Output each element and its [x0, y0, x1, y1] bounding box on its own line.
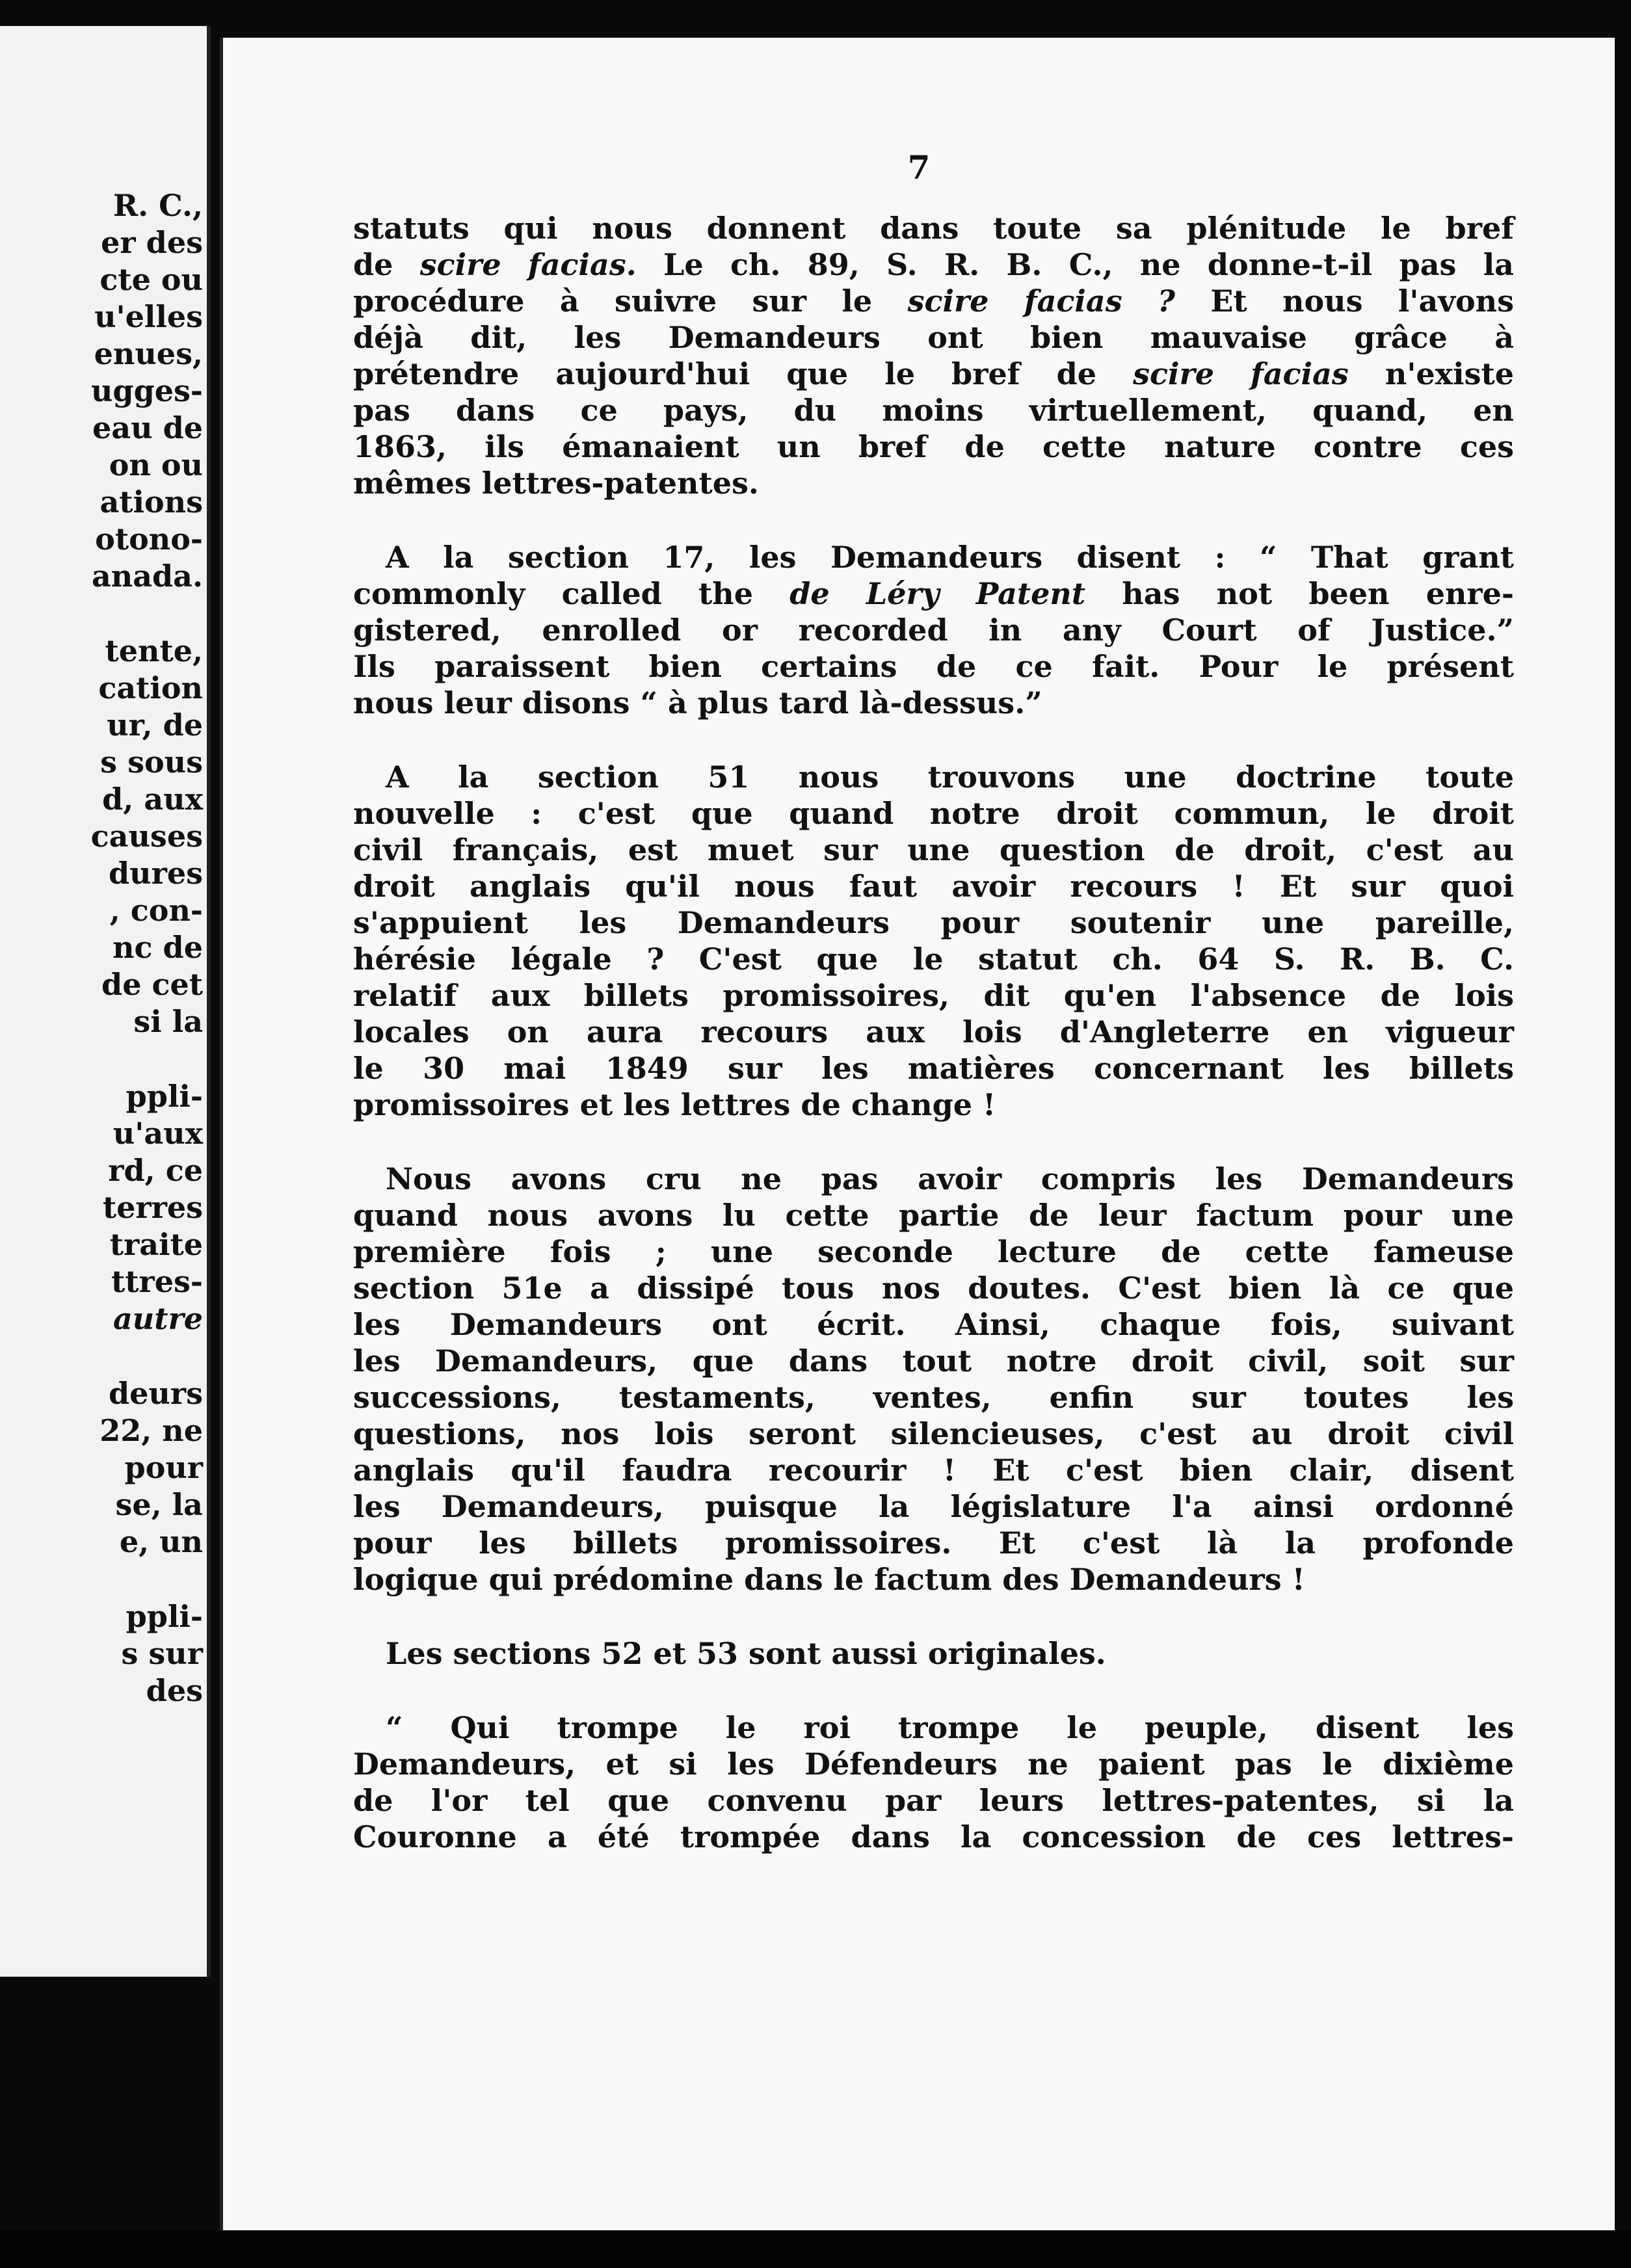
- text-line: A la section 51 nous trouvons une doctrine toute: [386, 759, 1514, 795]
- text-line: les Demandeurs, que dans tout notre droit civil, soit sur: [353, 1343, 1514, 1378]
- text-line: successions, testaments, ventes, enfin sur toutes les: [353, 1380, 1514, 1415]
- facing-page-line: s sous: [100, 745, 203, 780]
- facing-page-line: de cet: [101, 967, 203, 1002]
- page-body: [353, 210, 1514, 1855]
- facing-page-line: , con-: [109, 893, 203, 928]
- facing-page-line: enues,: [94, 336, 203, 371]
- text-line: pas dans ce pays, du moins virtuellement, quand, en: [353, 393, 1514, 428]
- facing-page-line: nc de: [113, 930, 203, 965]
- facing-page-line: on ou: [109, 447, 203, 482]
- text-line: pour les billets promissoires. Et c'est là la profonde: [353, 1525, 1514, 1561]
- text-line: 1863, ils émanaient un bref de cette nature contre ces: [353, 429, 1514, 464]
- text-line: Couronne a été trompée dans la concession de ces lettres-: [353, 1819, 1514, 1854]
- text-line: première fois ; une seconde lecture de cette fameuse: [353, 1234, 1514, 1269]
- paragraph: [353, 1635, 1514, 1672]
- facing-page-line: ations: [99, 484, 203, 520]
- text-line: déjà dit, les Demandeurs ont bien mauvaise grâce à: [353, 320, 1514, 355]
- scan-edge: [0, 2230, 1631, 2268]
- text-line: [353, 356, 1514, 392]
- facing-page-line: tente,: [105, 633, 203, 668]
- paragraph-gap: [353, 721, 1514, 759]
- facing-page-line: ttres-: [111, 1264, 203, 1299]
- text-line: Ils paraissent bien certains de ce fait. Pour le présent: [353, 649, 1514, 684]
- text-line: questions, nos lois seront silencieuses, c'est au droit civil: [353, 1416, 1514, 1451]
- text-line: Demandeurs, et si les Défendeurs ne paient pas le dixième: [353, 1747, 1514, 1782]
- text-line: [353, 246, 1514, 283]
- facing-page-line: terres: [102, 1190, 203, 1225]
- text-line: quand nous avons lu cette partie de leur factum pour une: [353, 1198, 1514, 1233]
- facing-page-line: autre: [113, 1301, 203, 1336]
- facing-page-line: anada.: [91, 559, 203, 594]
- facing-page-line: se, la: [115, 1487, 203, 1522]
- text-line: statuts qui nous donnent dans toute sa plénitude le bref: [353, 211, 1514, 246]
- facing-page-line: des: [146, 1673, 203, 1708]
- text-run: de: [353, 247, 420, 282]
- facing-page-line: cte ou: [99, 262, 203, 297]
- text-run: prétendre aujourd'hui que le bref de: [353, 356, 1134, 391]
- text-run: commonly called the: [353, 576, 790, 611]
- italic-text-run: scire facias: [1133, 356, 1349, 391]
- facing-page-line: causes: [90, 819, 203, 854]
- text-line: logique qui prédomine dans le factum des Demandeurs !: [353, 1562, 1305, 1597]
- text-line: nous leur disons “ à plus tard là-dessus.”: [353, 685, 1042, 720]
- italic-text-run: scire facias ?: [907, 284, 1175, 319]
- facing-page-line: traite: [109, 1227, 203, 1262]
- facing-page-line: ur, de: [107, 707, 203, 743]
- text-line: de l'or tel que convenu par leurs lettres-patentes, si la: [353, 1783, 1514, 1818]
- text-line: Les sections 52 et 53 sont aussi originales.: [386, 1636, 1106, 1671]
- facing-page-line: d, aux: [102, 782, 203, 817]
- facing-page-line: dures: [108, 856, 203, 891]
- paragraph: [353, 1161, 1514, 1598]
- facing-page-line: er des: [101, 225, 203, 260]
- facing-page-line: s sur: [121, 1636, 203, 1671]
- facing-page-line: u'elles: [94, 299, 203, 334]
- text-line: civil français, est muet sur une question de droit, c'est au: [353, 832, 1514, 867]
- text-line: Nous avons cru ne pas avoir compris les Demandeurs: [386, 1161, 1514, 1196]
- text-line: mêmes lettres-patentes.: [353, 466, 759, 501]
- paragraph: [353, 1709, 1514, 1855]
- text-line: promissoires et les lettres de change !: [353, 1087, 996, 1122]
- text-line: le 30 mai 1849 sur les matières concernant les billets: [353, 1051, 1514, 1086]
- text-line: gistered, enrolled or recorded in any Court of Justice.”: [353, 613, 1514, 648]
- facing-page-line: otono-: [95, 521, 203, 557]
- facing-page-line: cation: [98, 670, 203, 705]
- facing-page-line: R. C.,: [113, 188, 203, 223]
- text-line: les Demandeurs, puisque la législature l'a ainsi ordonné: [353, 1489, 1514, 1524]
- facing-page-line: eau de: [92, 410, 203, 445]
- paragraph-gap: [353, 1123, 1514, 1161]
- text-line: droit anglais qu'il nous faut avoir recours ! Et sur quoi: [353, 869, 1514, 904]
- text-line: relatif aux billets promissoires, dit qu'en l'absence de lois: [353, 978, 1514, 1013]
- text-line: hérésie légale ? C'est que le statut ch. 64 S. R. B. C.: [353, 942, 1514, 977]
- page-number: 7: [907, 148, 931, 187]
- facing-page-line: ppli-: [126, 1079, 203, 1114]
- facing-page-line: pour: [124, 1450, 203, 1485]
- facing-page-line: ugges-: [90, 373, 203, 408]
- paragraph-gap: [353, 1672, 1514, 1709]
- facing-page-line: u'aux: [113, 1116, 203, 1151]
- paragraph: [353, 210, 1514, 501]
- text-line: les Demandeurs ont écrit. Ainsi, chaque fois, suivant: [353, 1307, 1514, 1342]
- text-line: [353, 283, 1514, 319]
- text-line: “ Qui trompe le roi trompe le peuple, disent les: [386, 1710, 1514, 1745]
- text-line: anglais qu'il faudra recourir ! Et c'est bien clair, disent: [353, 1453, 1514, 1488]
- facing-page-line: si la: [133, 1004, 203, 1039]
- text-run: n'existe: [1348, 356, 1514, 391]
- facing-page-line: 22, ne: [99, 1413, 203, 1448]
- paragraph: [353, 539, 1514, 721]
- facing-page-line: e, un: [119, 1524, 203, 1559]
- text-line: s'appuient les Demandeurs pour soutenir une pareille,: [353, 905, 1514, 940]
- facing-page-line: ppli-: [126, 1599, 203, 1634]
- italic-text-run: de Léry Patent: [789, 576, 1086, 611]
- facing-page-fragment: [0, 26, 211, 1977]
- text-line: [353, 575, 1514, 612]
- text-run: has not been enre-: [1085, 576, 1515, 611]
- italic-text-run: scire facias.: [419, 247, 637, 282]
- text-line: locales on aura recours aux lois d'Angleterre en vigueur: [353, 1014, 1514, 1049]
- text-line: A la section 17, les Demandeurs disent : “ That grant: [386, 540, 1514, 575]
- book-page: [220, 38, 1615, 2230]
- text-line: nouvelle : c'est que quand notre droit commun, le droit: [353, 796, 1514, 831]
- paragraph: [353, 759, 1514, 1123]
- text-run: procédure à suivre sur le: [353, 284, 908, 319]
- text-run: Le ch. 89, S. R. B. C., ne donne-t-il pas la: [636, 247, 1514, 282]
- paragraph-gap: [353, 501, 1514, 539]
- paragraph-gap: [353, 1598, 1514, 1635]
- text-run: Et nous l'avons: [1174, 284, 1514, 319]
- facing-page-line: rd, ce: [108, 1153, 203, 1188]
- facing-page-line: deurs: [108, 1376, 203, 1411]
- text-line: section 51e a dissipé tous nos doutes. C'est bien là ce que: [353, 1271, 1514, 1306]
